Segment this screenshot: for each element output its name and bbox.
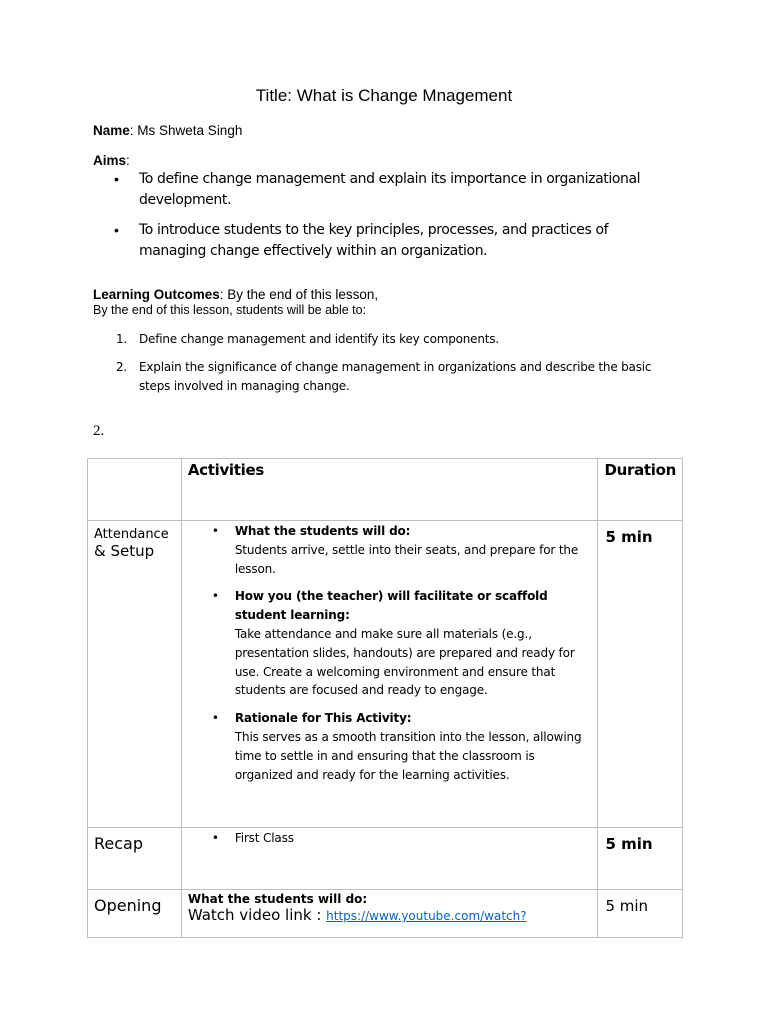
table-header-row [88, 459, 683, 521]
outcome-item [93, 330, 683, 349]
activity-text: Students arrive, settle into their seats, and prepare for the lesson. [234, 542, 579, 576]
list-item [182, 522, 598, 578]
header-activities: Activities [187, 461, 264, 479]
aims-list [93, 169, 653, 271]
attendance-duration: 5 min [605, 528, 653, 546]
recap-label-cell [88, 828, 182, 890]
outcome-number: 1. [116, 332, 128, 346]
table-row-attendance [88, 521, 683, 828]
list-item [182, 829, 598, 848]
recap-label: Recap [94, 834, 143, 853]
name-value: : Ms Shweta Singh [129, 123, 243, 138]
activity-text: Take attendance and make sure all materials (e.g., presentation slides, handouts) are prepared and ready for use. Create a welcoming environment and ensure that students are focused and ready to engage. [234, 626, 575, 698]
opening-video-line [182, 906, 598, 924]
aim-text: To define change management and explain its importance in organizational development. [139, 171, 641, 208]
list-item [182, 709, 598, 784]
header-empty-cell [88, 459, 182, 521]
opening-label: Opening [94, 896, 162, 915]
bullet-icon: • [211, 831, 219, 845]
attendance-activity-list [182, 522, 598, 784]
opening-label-cell [88, 890, 182, 938]
recap-duration-cell [598, 828, 683, 890]
recap-duration: 5 min [605, 835, 653, 853]
name-line [93, 123, 242, 138]
opening-heading: What the students will do: [187, 892, 368, 906]
document-title: Title: What is Change Mnagement [255, 86, 513, 105]
video-label: Watch video link : [187, 906, 327, 924]
bullet-icon: • [114, 222, 119, 238]
outcome-text: Define change management and identify its key components. [139, 332, 499, 346]
attendance-label-cell [88, 521, 182, 828]
activity-heading: What the students will do: [234, 524, 411, 538]
opening-activities-cell [181, 890, 598, 938]
opening-duration-cell [598, 890, 683, 938]
table-row-opening [88, 890, 683, 938]
recap-item: First Class [234, 831, 294, 845]
outcome-item [93, 358, 683, 396]
aim-item [93, 169, 653, 210]
video-link[interactable]: https://www.youtube.com/watch? [326, 909, 527, 923]
bullet-icon: • [211, 589, 219, 604]
learning-outcomes-intro: : By the end of this lesson, [219, 287, 379, 302]
section-number: 2. [93, 423, 105, 439]
activity-heading: Rationale for This Activity: [234, 711, 412, 726]
outcome-number: 2. [116, 360, 128, 374]
header-activities-cell [181, 459, 598, 521]
outcome-text: Explain the significance of change management in organizations and describe the basic steps involved in managing change. [139, 360, 652, 393]
header-duration-cell [598, 459, 683, 521]
activity-text: This serves as a smooth transition into the lesson, allowing time to settle in and ensuring that the classroom is organized and ready for the learning activities. [234, 729, 582, 782]
attendance-activities-cell [181, 521, 598, 828]
table-row-recap [88, 828, 683, 890]
outcomes-list [93, 330, 683, 405]
list-item [182, 587, 598, 700]
bullet-icon: • [114, 171, 119, 187]
name-label: Name [93, 123, 130, 138]
aims-label: Aims [93, 153, 127, 168]
recap-activity-list [182, 828, 598, 848]
attendance-label-line2: & Setup [94, 542, 155, 560]
recap-activities-cell [181, 828, 598, 890]
lesson-plan-table [87, 458, 683, 938]
learning-outcomes-label: Learning Outcomes [93, 287, 220, 302]
bullet-icon: • [211, 524, 219, 538]
activity-heading: How you (the teacher) will facilitate or scaffold student learning: [234, 589, 548, 623]
learning-outcomes-heading [93, 287, 378, 302]
opening-duration: 5 min [605, 897, 649, 915]
attendance-duration-cell [598, 521, 683, 828]
bullet-icon: • [211, 711, 219, 726]
aim-item [93, 220, 653, 261]
attendance-label-line1: Attendance [94, 527, 169, 542]
aims-heading [93, 153, 130, 168]
aim-text: To introduce students to the key principles, processes, and practices of managing change effectively within an organization. [139, 222, 609, 259]
header-duration: Duration [604, 461, 676, 479]
learning-outcomes-sub: By the end of this lesson, students will be able to: [93, 303, 367, 317]
aims-colon: : [126, 153, 130, 168]
